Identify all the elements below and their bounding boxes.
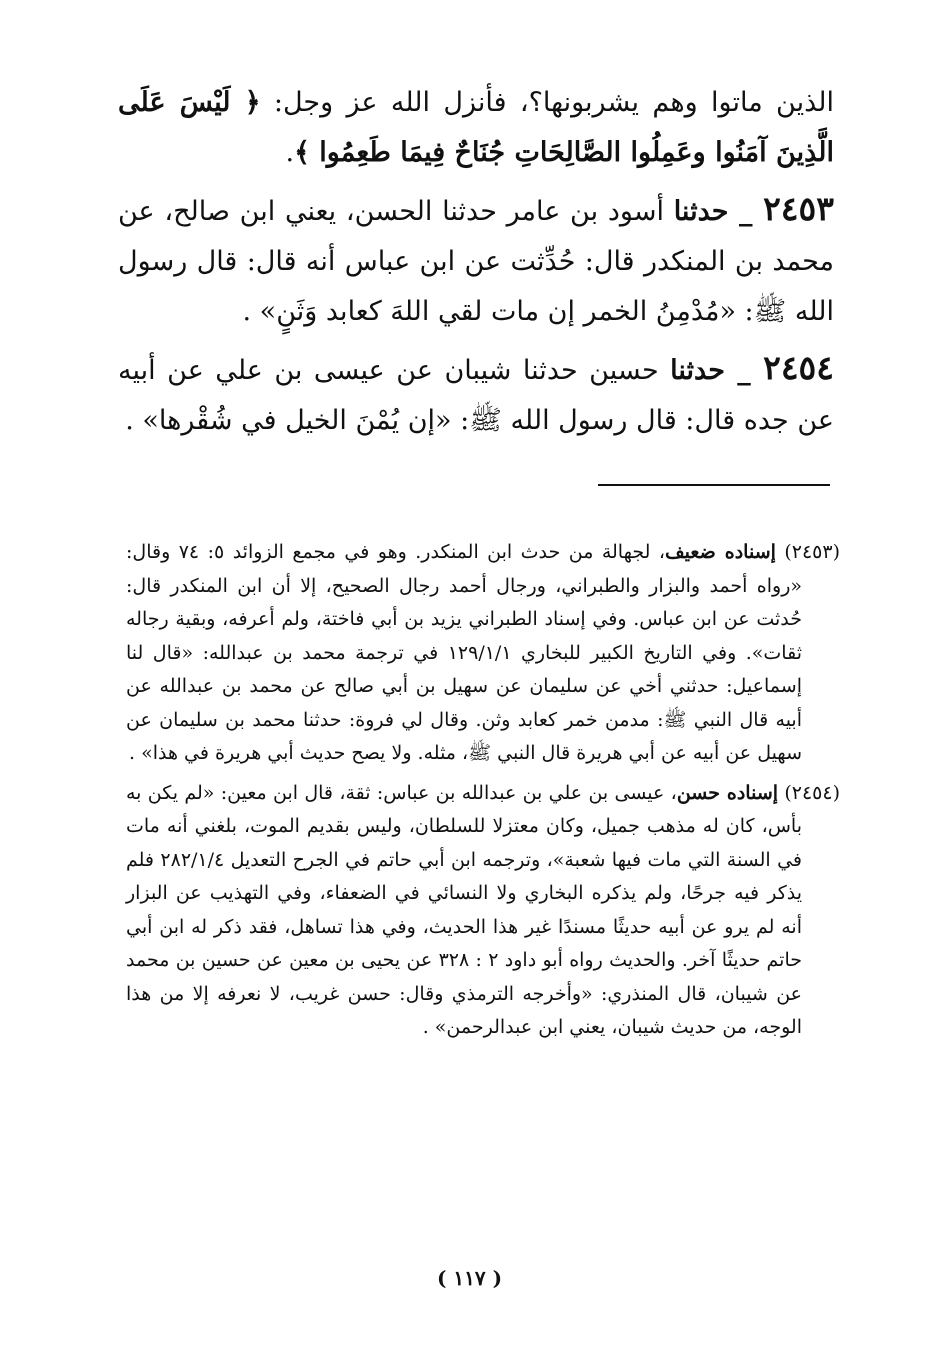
footnote-2454 (126, 777, 840, 1045)
footnote-divider (598, 484, 830, 486)
hadith-2453-number: ٢٤٥٣ (763, 189, 834, 228)
hadith-2454-text: حسين حدثنا شيبان عن عيسى بن علي عن أبيه عن جده قال: قال رسول الله ﷺ: «إن يُمْنَ الخيل في شُقْرها» . (118, 355, 834, 436)
hadith-2453-dash: _ (728, 196, 764, 227)
footnote-2454-text: ، عيسى بن علي بن عبدالله بن عباس: ثقة، قال ابن معين: «لم يكن به بأس، كان له مذهب جميل، وكان معتزلا للسلطان، وليس بقديم الموت، بلغني أنه مات في السنة التي مات فيها شعبة»، وترجمه ابن أبي حاتم في الجرح التعديل ٢٨٢/١/٤ فلم يذكر فيه جرحًا، ولم يذكره البخاري ولا النسائي في الضعفاء، وفي التهذيب عن البزار أنه لم يرو عن أبيه حديثًا مسندًا غير هذا الحديث، وفي هذا تساهل، فقد ذكر له ابن أبي حاتم حديثًا آخر. والحديث رواه أبو داود ٢ : ٣٢٨ عن يحيى بن معين عن حسين بن محمد عن شيبان، قال المنذري: «وأخرجه الترمذي وقال: حسن غريب، لا نعرفه إلا من هذا الوجه، من حديث شيبان، يعني ابن عبدالرحمن» . (126, 781, 803, 1038)
hadith-2453-text: أسود بن عامر حدثنا الحسن، يعني ابن صالح، عن محمد بن المنكدر قال: حُدِّثت عن ابن عباس أنه قال: قال رسول الله ﷺ: «مُدْمِنُ الخمر إن مات لقي اللهَ كعابد وَثَنٍ» . (118, 196, 835, 327)
footnote-2453-grade: إسناده ضعيف (665, 541, 776, 563)
main-text (118, 78, 834, 452)
hadith-2454-keyword: حدثنا (670, 355, 725, 386)
intro-paragraph (118, 78, 834, 178)
hadith-2454 (118, 343, 834, 446)
intro-end: . (285, 137, 295, 168)
hadith-2454-number: ٢٤٥٤ (763, 348, 834, 387)
hadith-2453-keyword: حدثنا (673, 196, 729, 227)
footnote-2454-ref: (٢٤٥٤) (778, 781, 840, 804)
hadith-2453 (118, 184, 834, 337)
footnote-2453-text: ، لجهالة من حدث ابن المنكدر. وهو في مجمع الزوائد ٥: ٧٤ وقال: «رواه أحمد والبزار والطبراني، ورجال أحمد رجال الصحيح، إلا أن ابن المنكدر قال: حُدثت عن ابن عباس. وفي إسناد الطبراني يزيد بن أبي فاختة، ولم أعرفه، وبقية رجاله ثقات». وفي التاريخ الكبير للبخاري ١٢٩/١/١ في ترجمة محمد بن عبدالله: «قال لنا إسماعيل: حدثني أخي عن سليمان عن سهيل بن أبي صالح عن محمد بن عبدالله عن أبيه قال النبي ﷺ: مدمن خمر كعابد وثن. وقال لي فروة: حدثنا محمد بن سليمان عن سهيل عن أبيه عن أبي هريرة قال النبي ﷺ، مثله. ولا يصح حديث أبي هريرة في هذا» . (126, 541, 802, 764)
hadith-2454-dash: _ (724, 355, 764, 386)
footnote-2453-ref: (٢٤٥٣) (775, 541, 841, 563)
footnote-2453 (126, 536, 840, 771)
intro-text: الذين ماتوا وهم يشربونها؟، فأنزل الله عز وجل: (260, 87, 834, 118)
page-number: ( ١١٧ ) (436, 1266, 503, 1290)
footnote-2454-grade: إسناده حسن (676, 781, 779, 804)
quran-verse: ﴿ لَيْسَ عَلَى الَّذِينَ آمَنُوا وعَمِلُوا الصَّالِحَاتِ جُنَاحٌ فِيمَا طَعِمُوا ﴾ (118, 87, 834, 168)
footnotes (126, 536, 840, 1051)
